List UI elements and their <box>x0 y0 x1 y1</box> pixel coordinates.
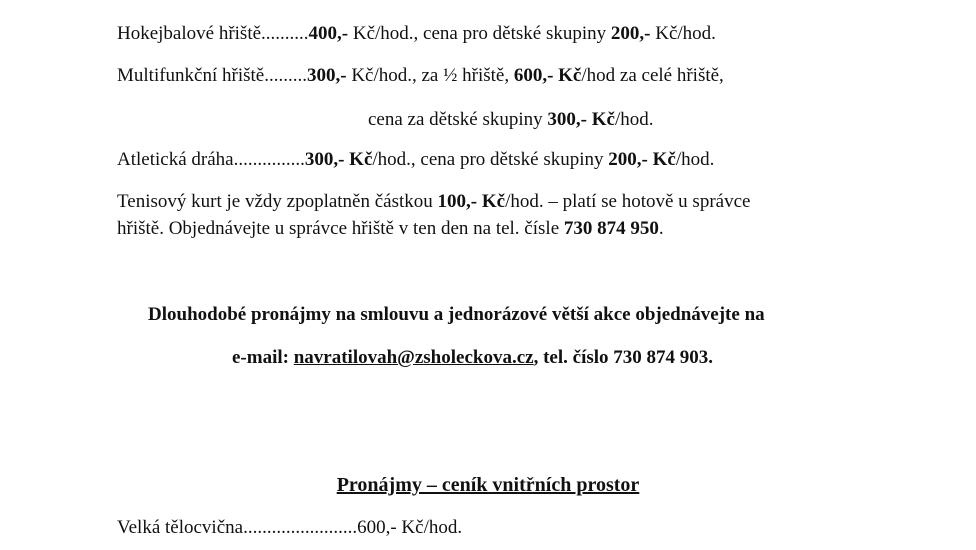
price-unit: /hod za celé hřiště, <box>581 65 724 86</box>
email-link[interactable]: navratilovah@zsholeckova.cz <box>293 347 534 368</box>
currency: Kč <box>647 149 676 170</box>
price-row-hokejbal <box>117 22 716 46</box>
facility-name: Hokejbalové hřiště <box>117 23 262 44</box>
child-price-value: 200,- <box>610 23 651 44</box>
price-value: 300,- <box>306 65 347 86</box>
price-text: Kč/hod., cena pro dětské skupiny <box>348 23 611 44</box>
contact-line1: Dlouhodobé pronájmy na smlouvu a jednorázové větší akce objednávejte na <box>148 304 765 325</box>
facility-name: Atletická dráha <box>117 149 234 170</box>
facility-name: Velká tělocvična <box>117 517 244 538</box>
price-text: /hod., cena pro dětské skupiny <box>372 149 609 170</box>
leader-dots: ............... <box>233 149 305 170</box>
price-text: cena za dětské skupiny <box>368 109 548 130</box>
currency: Kč <box>553 65 582 86</box>
tennis-text: /hod. – platí se hotově u správce <box>505 191 751 212</box>
full-price-value: 600,- <box>513 65 554 86</box>
tennis-price: 100,- <box>437 191 478 212</box>
child-price-value: 200,- <box>608 149 648 170</box>
price-value: 600,- Kč/hod. <box>357 517 463 538</box>
tennis-note-line1 <box>117 190 750 214</box>
currency: Kč <box>586 109 615 130</box>
currency: Kč <box>477 191 506 212</box>
tennis-phone: 730 874 950 <box>563 218 659 239</box>
price-text: Kč/hod., za ½ hřiště, <box>346 65 514 86</box>
tennis-note-line2 <box>117 217 664 241</box>
price-row-multifunkcni <box>117 64 724 88</box>
facility-name: Multifunkční hřiště <box>117 65 265 86</box>
child-price-value: 300,- <box>547 109 587 130</box>
price-unit: /hod. <box>675 149 715 170</box>
leader-dots: .......... <box>261 23 309 44</box>
indoor-pricing-heading: Pronájmy – ceník vnitřních prostor <box>336 474 640 496</box>
email-label: e-mail: <box>232 347 294 368</box>
contact-line2 <box>232 346 713 370</box>
tennis-text: . <box>658 218 664 239</box>
price-unit: /hod. <box>614 109 654 130</box>
price-value: 400,- <box>308 23 349 44</box>
tennis-text: Tenisový kurt je vždy zpoplatněn částkou <box>117 191 438 212</box>
price-row-velka-telocvicna <box>117 516 462 540</box>
contact-phone: , tel. číslo 730 874 903. <box>533 347 714 368</box>
currency: Kč <box>344 149 373 170</box>
leader-dots: ........................ <box>243 517 358 538</box>
leader-dots: ......... <box>264 65 307 86</box>
price-value: 300,- <box>304 149 345 170</box>
price-unit: Kč/hod. <box>650 23 716 44</box>
price-row-atleticka-draha <box>117 148 714 172</box>
price-row-multifunkcni-children <box>368 108 653 132</box>
tennis-text: hřiště. Objednávejte u správce hřiště v ten den na tel. čísle <box>117 218 564 239</box>
